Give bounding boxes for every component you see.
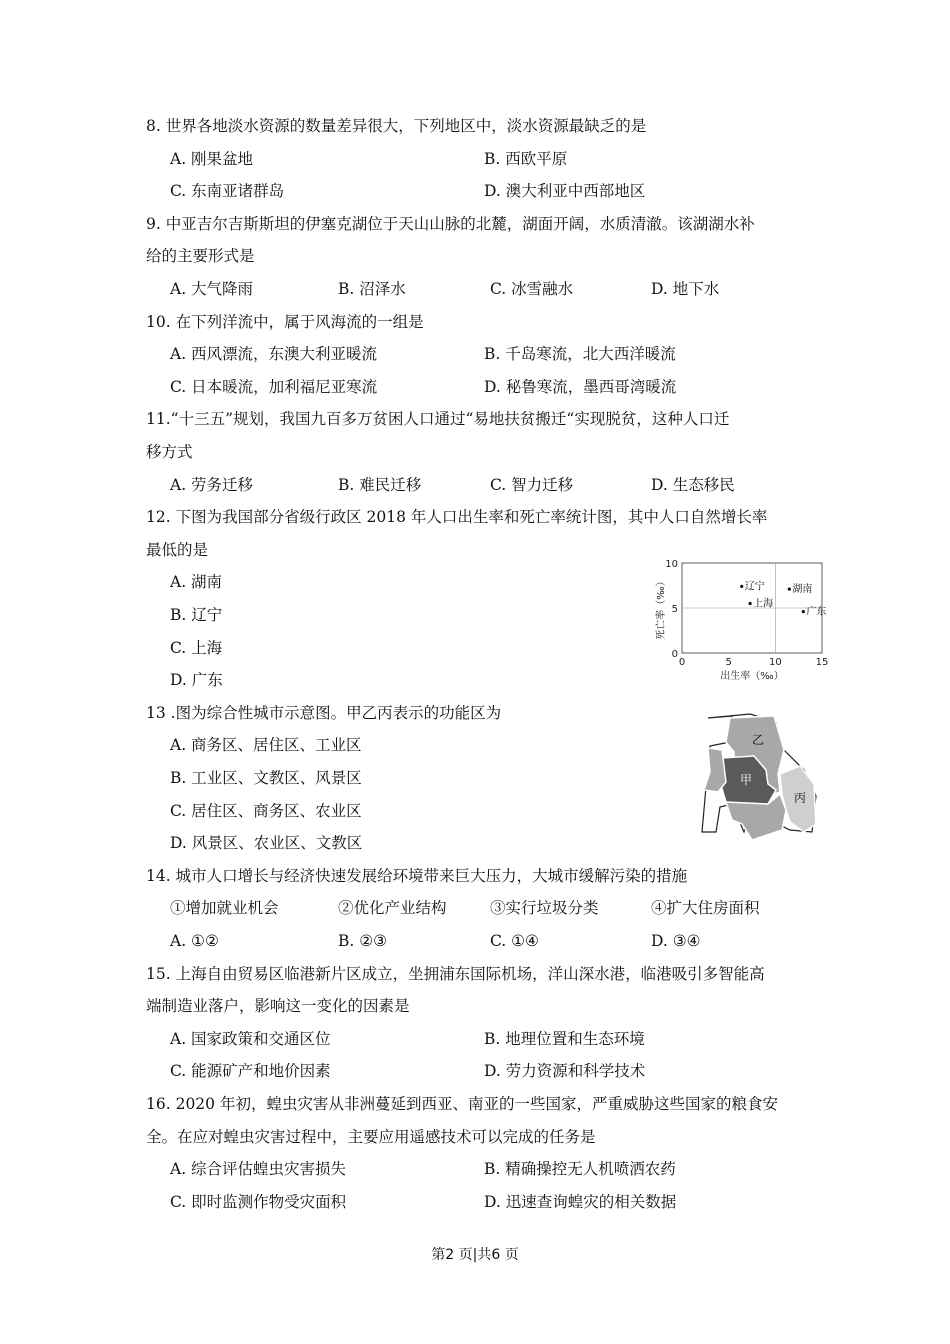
answer-option: B. 千岛寒流，北大西洋暖流 <box>484 345 676 364</box>
answer-option: B. 辽宁 <box>170 606 223 624</box>
birth-death-rate-chart <box>652 555 837 685</box>
zone-label-bing: 丙 <box>794 791 807 805</box>
data-point-label: 上海 <box>753 598 774 610</box>
answer-option: A. 劳务迁移 <box>170 475 254 494</box>
zone-label-yi: 乙 <box>752 733 765 747</box>
statement-item: ②优化产业结构 <box>338 899 447 918</box>
answer-option: A. 大气降雨 <box>170 280 254 298</box>
question-stem: 10. 在下列洋流中，属于风海流的一组是 <box>146 312 424 331</box>
answer-option: A. 国家政策和交通区位 <box>170 1029 331 1048</box>
x-axis-label: 出生率（‰） <box>720 671 784 682</box>
question-stem: 全。在应对蝗虫灾害过程中，主要应用遥感技术可以完成的任务是 <box>146 1127 596 1146</box>
answer-option: C. 即时监测作物受灾面积 <box>170 1192 347 1211</box>
answer-option: A. 综合评估蝗虫灾害损失 <box>170 1160 347 1179</box>
question-stem: 15. 上海自由贸易区临港新片区成立，坐拥浦东国际机场，洋山深水港，临港吸引多智能高 <box>146 964 765 983</box>
y-tick-label: 5 <box>671 604 678 615</box>
y-tick-label: 0 <box>671 649 678 660</box>
question-stem: 8. 世界各地淡水资源的数量差异很大，下列地区中，淡水资源最缺乏的是 <box>146 117 647 135</box>
answer-option: C. 居住区、商务区、农业区 <box>170 801 362 820</box>
answer-option: B. 难民迁移 <box>338 475 422 494</box>
question-stem: 14. 城市人口增长与经济快速发展给环境带来巨大压力，大城市缓解污染的措施 <box>146 866 688 885</box>
answer-option: C. 日本暖流，加利福尼亚寒流 <box>170 377 378 396</box>
data-point-label: 辽宁 <box>744 581 765 593</box>
answer-option: B. 工业区、文教区、风景区 <box>170 769 362 787</box>
page-footer: 第2 页|共6 页 <box>431 1247 519 1263</box>
answer-option: C. 东南亚诸群岛 <box>170 182 285 201</box>
data-point <box>749 602 752 605</box>
x-tick-label: 0 <box>678 657 686 668</box>
answer-option: D. 秘鲁寒流，墨西哥湾暖流 <box>484 377 677 396</box>
city-function-zone-map <box>690 712 825 847</box>
question-stem: 12. 下图为我国部分省级行政区 2018 年人口出生率和死亡率统计图，其中人口自然增长率 <box>146 508 768 527</box>
answer-option: A. 刚果盆地 <box>170 149 254 168</box>
question-stem: 移方式 <box>146 443 193 461</box>
y-axis-label: 死亡率（‰） <box>656 576 667 640</box>
answer-option: B. 西欧平原 <box>484 149 568 168</box>
data-point <box>802 610 805 613</box>
answer-option: D. ③④ <box>651 932 701 950</box>
question-stem: 9. 中亚吉尔吉斯斯坦的伊塞克湖位于天山山脉的北麓，湖面开阔，水质清澈。该湖湖水补 <box>146 214 755 233</box>
x-tick-label: 15 <box>815 657 829 668</box>
answer-option: D. 迅速查询蝗灾的相关数据 <box>484 1192 677 1211</box>
answer-option: D. 地下水 <box>651 280 720 298</box>
answer-option: D. 生态移民 <box>651 475 735 494</box>
question-stem: 11.“十三五”规划，我国九百多万贫困人口通过“易地扶贫搬迁“实现脱贫，这种人口迁 <box>146 410 730 429</box>
answer-option: B. 地理位置和生态环境 <box>484 1029 645 1048</box>
answer-option: C. 冰雪融水 <box>490 280 574 298</box>
data-point <box>788 588 791 591</box>
data-point-label: 湖南 <box>792 584 813 596</box>
x-tick-label: 5 <box>725 657 732 668</box>
question-stem: 最低的是 <box>146 540 209 559</box>
answer-option: D. 广东 <box>170 671 223 690</box>
question-stem: 13 .图为综合性城市示意图。甲乙丙表示的功能区为 <box>146 703 502 722</box>
zone-green-left <box>704 748 726 792</box>
question-stem: 给的主要形式是 <box>146 247 255 266</box>
answer-option: A. 西风漂流，东澳大利亚暖流 <box>170 345 378 364</box>
answer-option: C. 上海 <box>170 638 223 657</box>
answer-option: D. 风景区、农业区、文教区 <box>170 834 363 853</box>
statement-item: ③实行垃圾分类 <box>490 899 599 918</box>
statement-item: ④扩大住房面积 <box>651 899 760 918</box>
statement-item: ①增加就业机会 <box>170 899 279 918</box>
answer-option: B. 沼泽水 <box>338 280 406 298</box>
answer-option: B. ②③ <box>338 932 388 950</box>
answer-option: A. 商务区、居住区、工业区 <box>170 736 362 755</box>
answer-option: B. 精确操控无人机喷洒农药 <box>484 1160 676 1179</box>
y-tick-label: 10 <box>665 559 678 570</box>
answer-option: C. ①④ <box>490 932 539 950</box>
zone-label-jia: 甲 <box>740 773 753 787</box>
data-point-label: 广东 <box>806 606 827 618</box>
question-stem: 端制造业落户，影响这一变化的因素是 <box>146 997 410 1016</box>
answer-option: D. 劳力资源和科学技术 <box>484 1062 646 1081</box>
answer-option: C. 能源矿产和地价因素 <box>170 1062 331 1081</box>
answer-option: A. 湖南 <box>170 573 223 592</box>
question-stem: 16. 2020 年初，蝗虫灾害从非洲蔓延到西亚、南亚的一些国家，严重威胁这些国家的粮食安 <box>146 1095 778 1113</box>
answer-option: D. 澳大利亚中西部地区 <box>484 182 646 201</box>
data-point <box>740 585 743 588</box>
x-tick-label: 10 <box>768 657 782 668</box>
answer-option: A. ①② <box>170 932 219 950</box>
answer-option: C. 智力迁移 <box>490 475 574 494</box>
